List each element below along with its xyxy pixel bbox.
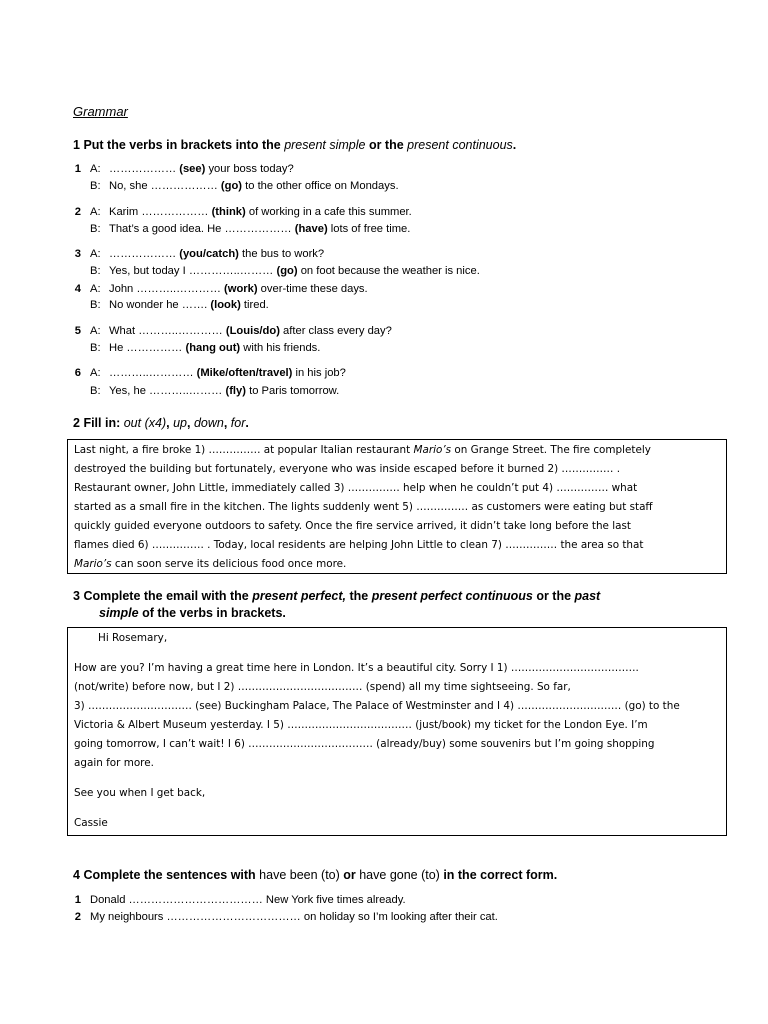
verb-prompt: (Mike/often/travel) (196, 367, 293, 379)
section-4-heading (73, 868, 557, 882)
exercise-line (71, 222, 731, 236)
exercise-text (109, 324, 392, 338)
email-closing: See you when I get back, (74, 787, 206, 799)
item-number: 4 (74, 283, 81, 295)
text-before: Karim ……………… (109, 206, 212, 218)
email-signature: Cassie (74, 817, 108, 829)
verb-prompt: (go) (276, 265, 298, 277)
text-after: your boss today? (205, 163, 294, 175)
exercise-line (71, 247, 731, 261)
section-2-title: Fill in: (83, 416, 121, 430)
verb-prompt: (have) (294, 223, 328, 235)
section-3-heading-line-2 (99, 606, 286, 620)
speaker-label: B: (90, 180, 101, 192)
fill-in-line (74, 460, 720, 479)
fill-in-text: Last night, a fire broke 1) …………… at popular Italian restaurant (74, 444, 414, 456)
email-box (67, 627, 727, 836)
section-4-title-e: in the correct form. (439, 868, 558, 882)
section-1-title-e: . (512, 138, 517, 152)
exercise-text (109, 384, 339, 398)
fill-in-text-box (67, 439, 727, 574)
section-3-title-g: simple (99, 606, 139, 620)
exercise-line (71, 341, 731, 355)
verb-prompt: (you/catch) (179, 248, 239, 260)
speaker-label: B: (90, 342, 101, 354)
exercise-text (109, 205, 412, 219)
text-before: He …………… (109, 342, 186, 354)
exercise-text (109, 366, 346, 380)
verb-prompt: (work) (224, 283, 258, 295)
text-after: over-time these days. (257, 283, 368, 295)
verb-prompt: (fly) (225, 385, 246, 397)
fill-in-line (74, 441, 720, 460)
item-text (90, 910, 498, 924)
text-before: Yes, but today I …………..……… (109, 265, 277, 277)
exercise-text (109, 247, 324, 261)
text-after: of working in a cafe this summer. (245, 206, 412, 218)
section-1-title-c: or the (365, 138, 408, 152)
exercise-line (71, 205, 731, 219)
text-after: the bus to work? (238, 248, 325, 260)
section-2-word-down: down (193, 416, 224, 430)
section-3-title-h: of the verbs in brackets. (138, 606, 286, 620)
grammar-heading: Grammar (73, 104, 128, 119)
text-before: ……………… (109, 163, 180, 175)
exercise-text (109, 341, 320, 355)
section-1-title-a: Put the verbs in brackets into the (83, 138, 285, 152)
section-3-number: 3 (73, 589, 80, 603)
fill-in-text: destroyed the building but fortunately, everyone who was inside escaped before it burned 2) …………… . (74, 463, 620, 475)
fill-in-line (74, 479, 720, 498)
exercise-line (71, 324, 731, 338)
item-text (90, 893, 406, 907)
section-2-word-for: for (230, 416, 246, 430)
speaker-label: A: (90, 206, 101, 218)
section-2-sep-1: , (166, 416, 174, 430)
section-3-title-a: Complete the email with the (83, 589, 253, 603)
item-number: 2 (74, 911, 81, 923)
text-after: with his friends. (240, 342, 321, 354)
text-before: ………..………… (109, 367, 197, 379)
exercise-text (109, 162, 294, 176)
restaurant-name: Mario’s (74, 558, 112, 570)
text-after: to the other office on Mondays. (242, 180, 399, 192)
fill-in-text: started as a small fire in the kitchen. The lights suddenly went 5) …………… as customers were eating but staff (74, 501, 653, 513)
section-3-heading (73, 589, 600, 603)
section-1-heading (73, 138, 516, 152)
fill-in-text: quickly guided everyone outdoors to safety. Once the fire service arrived, it didn’t take long before the last (74, 520, 631, 532)
section-3-title-b: present perfect, (252, 589, 346, 603)
exercise-line (71, 179, 731, 193)
section-4-title-a: Complete the sentences with (83, 868, 260, 882)
email-body-line: 3) ………………………… (see) Buckingham Palace, The Palace of Westminster and I 4) ………………………… (go) to the (74, 700, 680, 712)
item-text-rest: on holiday so I’m looking after their cat. (300, 911, 498, 923)
text-after: tired. (240, 299, 269, 311)
restaurant-name: Mario’s (413, 444, 452, 456)
item-number: 1 (74, 894, 81, 906)
text-before: What ………..………… (109, 325, 226, 337)
section-4-item (71, 910, 731, 924)
section-3-title-f: past (574, 589, 601, 603)
section-2-word-up: up (173, 416, 187, 430)
section-1-title-b: present simple (284, 138, 366, 152)
text-before: That’s a good idea. He ……………… (109, 223, 295, 235)
verb-prompt: (Louis/do) (225, 325, 280, 337)
exercise-line (71, 162, 731, 176)
text-after: in his job? (292, 367, 346, 379)
section-4-title-c: or (339, 868, 360, 882)
text-after: to Paris tomorrow. (245, 385, 340, 397)
email-greeting: Hi Rosemary, (98, 632, 168, 644)
speaker-label: B: (90, 223, 101, 235)
email-body-line: (not/write) before now, but I 2) ……………………………… (spend) all my time sightseeing. So far, (74, 681, 571, 693)
verb-prompt: (see) (179, 163, 206, 175)
exercise-line (71, 282, 731, 296)
verb-prompt: (look) (210, 299, 241, 311)
exercise-text (109, 298, 269, 312)
section-4-item (71, 893, 731, 907)
item-number: 5 (74, 325, 81, 337)
fill-in-line (74, 536, 720, 555)
section-2-sep-2: , (186, 416, 194, 430)
exercise-text (109, 222, 410, 236)
section-2-sep-3: , (223, 416, 231, 430)
fill-in-line (74, 498, 720, 517)
section-2-sep-4: . (245, 416, 249, 430)
speaker-label: A: (90, 325, 101, 337)
exercise-text (109, 264, 480, 278)
speaker-label: B: (90, 385, 101, 397)
section-3-title-c: the (346, 589, 372, 603)
item-number: 1 (74, 163, 81, 175)
section-2-heading (73, 416, 249, 430)
exercise-text (109, 282, 368, 296)
fill-in-line (74, 517, 720, 536)
text-before: ……………… (109, 248, 180, 260)
section-4-title-b: have been (to) (259, 868, 340, 882)
exercise-line (71, 298, 731, 312)
section-3-title-e: or the (532, 589, 575, 603)
section-3-title-d: present perfect continuous (371, 589, 533, 603)
exercise-line (71, 264, 731, 278)
item-number: 3 (74, 248, 81, 260)
fill-in-text: flames died 6) …………… . Today, local residents are helping John Little to clean 7) …………… the area so that (74, 539, 644, 551)
speaker-label: B: (90, 265, 101, 277)
section-1-title-d: present continuous (407, 138, 513, 152)
text-before: John ………..………… (109, 283, 225, 295)
item-number: 2 (74, 206, 81, 218)
email-body-line: Victoria & Albert Museum yesterday. I 5) ……………………………… (just/book) my ticket for the London Eye. I’m (74, 719, 648, 731)
fill-in-line (74, 555, 720, 574)
text-after: on foot because the weather is nice. (297, 265, 480, 277)
section-2-word-out: out (x4) (123, 416, 167, 430)
speaker-label: A: (90, 248, 101, 260)
speaker-label: A: (90, 283, 101, 295)
item-number: 6 (74, 367, 81, 379)
fill-in-text: Restaurant owner, John Little, immediately called 3) …………… help when he couldn’t put 4) …………… what (74, 482, 638, 494)
speaker-label: A: (90, 163, 101, 175)
verb-prompt: (hang out) (185, 342, 241, 354)
text-after: lots of free time. (327, 223, 411, 235)
section-4-number: 4 (73, 868, 80, 882)
speaker-label: A: (90, 367, 101, 379)
exercise-text (109, 179, 399, 193)
exercise-line (71, 384, 731, 398)
item-text-blank: My neighbours ……………………………… (90, 911, 301, 923)
text-before: No, she ……………… (109, 180, 221, 192)
section-2-number: 2 (73, 416, 80, 430)
item-text-rest: New York five times already. (262, 894, 406, 906)
speaker-label: B: (90, 299, 101, 311)
section-1-number: 1 (73, 138, 80, 152)
email-body-line: again for more. (74, 757, 154, 769)
email-body-line: going tomorrow, I can’t wait! I 6) ……………………………… (already/buy) some souvenirs but I’m going shopping (74, 738, 655, 750)
text-before: Yes, he ………..……… (109, 385, 226, 397)
email-body-line: How are you? I’m having a great time here in London. It’s a beautiful city. Sorry I 1) ………………………………. (74, 662, 639, 674)
section-4-title-d: have gone (to) (359, 868, 440, 882)
text-after: after class every day? (279, 325, 392, 337)
exercise-line (71, 366, 731, 380)
verb-prompt: (go) (220, 180, 243, 192)
item-text-blank: Donald ……………………………… (90, 894, 263, 906)
fill-in-text: on Grange Street. The fire completely (451, 444, 651, 456)
text-before: No wonder he ……. (109, 299, 211, 311)
fill-in-text: can soon serve its delicious food once more. (111, 558, 347, 570)
verb-prompt: (think) (211, 206, 246, 218)
